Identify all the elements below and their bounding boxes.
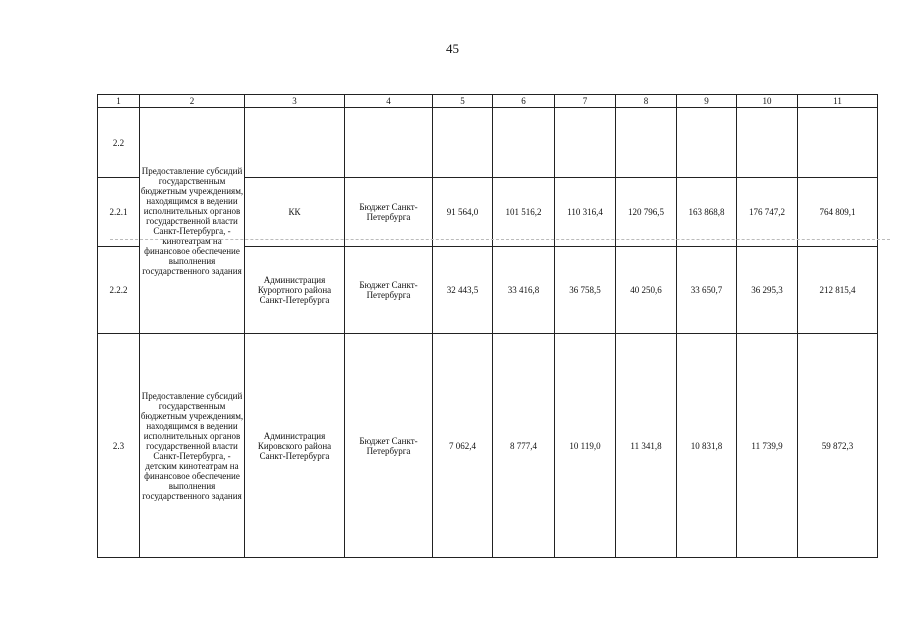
value-cell: 11 341,8 [616, 334, 677, 558]
value-cell: 764 809,1 [798, 178, 878, 247]
header-row [98, 95, 878, 108]
row-index: 2.2 [98, 108, 140, 178]
value-cell: 36 758,5 [555, 247, 616, 334]
table-row [98, 108, 878, 178]
column-header: 5 [433, 95, 493, 108]
column-header: 3 [245, 95, 345, 108]
row-index: 2.2.2 [98, 247, 140, 334]
value-cell: 91 564,0 [433, 178, 493, 247]
column-header: 2 [140, 95, 245, 108]
value-cell: 33 650,7 [677, 247, 737, 334]
column-header: 8 [616, 95, 677, 108]
admin-cell: Администрация Кировского района Санкт-Петербурга [245, 334, 345, 558]
budget-cell: Бюджет Санкт-Петербурга [345, 334, 433, 558]
row-description: Предоставление субсидий государственным бюджетным учреждениям, находящимся в ведении исполнительных органов государственной власти Санкт-Петербурга, - кинотеатрам на финансовое обеспечение выполнения государственного задания [140, 108, 245, 334]
column-header: 10 [737, 95, 798, 108]
value-cell: 33 416,8 [493, 247, 555, 334]
value-cell: 101 516,2 [493, 178, 555, 247]
value-cell: 120 796,5 [616, 178, 677, 247]
admin-cell: Администрация Курортного района Санкт-Петербурга [245, 247, 345, 334]
value-cell: 176 747,2 [737, 178, 798, 247]
value-cell: 10 119,0 [555, 334, 616, 558]
value-cell: 40 250,6 [616, 247, 677, 334]
value-cell: 36 295,3 [737, 247, 798, 334]
row-index: 2.3 [98, 334, 140, 558]
row-description: Предоставление субсидий государственным бюджетным учреждениям, находящимся в ведении исполнительных органов государственной власти Санкт-Петербурга, - детским кинотеатрам на финансовое обеспечение выполнения государственного задания [140, 334, 245, 558]
value-cell: 110 316,4 [555, 178, 616, 247]
column-header: 6 [493, 95, 555, 108]
budget-cell: Бюджет Санкт-Петербурга [345, 178, 433, 247]
value-cell: 11 739,9 [737, 334, 798, 558]
table-row [98, 334, 878, 558]
column-header: 4 [345, 95, 433, 108]
admin-cell: КК [245, 178, 345, 247]
column-header: 7 [555, 95, 616, 108]
value-cell: 7 062,4 [433, 334, 493, 558]
column-header: 1 [98, 95, 140, 108]
value-cell: 59 872,3 [798, 334, 878, 558]
row-index: 2.2.1 [98, 178, 140, 247]
budget-table [97, 94, 878, 558]
budget-cell: Бюджет Санкт-Петербурга [345, 247, 433, 334]
scan-artifact-line [110, 239, 890, 240]
column-header: 9 [677, 95, 737, 108]
value-cell: 163 868,8 [677, 178, 737, 247]
value-cell: 212 815,4 [798, 247, 878, 334]
column-header: 11 [798, 95, 878, 108]
page-number: 45 [446, 41, 459, 56]
value-cell: 32 443,5 [433, 247, 493, 334]
value-cell: 10 831,8 [677, 334, 737, 558]
value-cell: 8 777,4 [493, 334, 555, 558]
